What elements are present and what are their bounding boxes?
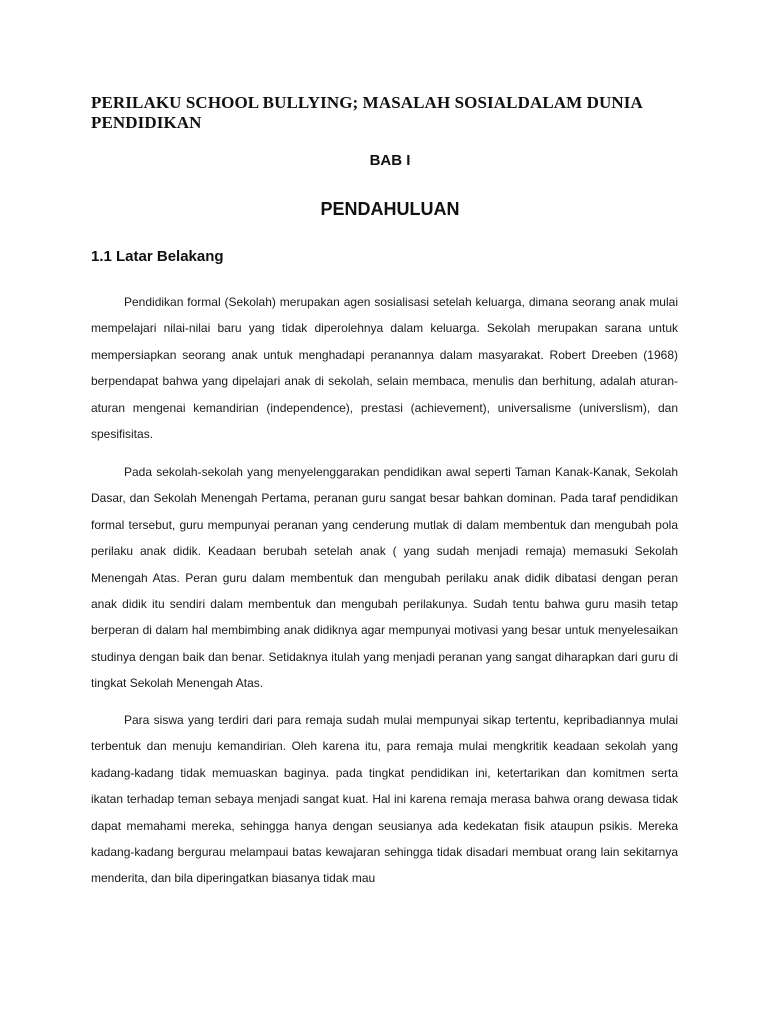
paragraph: Pada sekolah-sekolah yang menyelenggarakan pendidikan awal seperti Taman Kanak-Kanak, Sekolah Dasar, dan Sekolah Menengah Pertama, peranan guru sangat besar bahkan dominan. Pada taraf pendidikan formal tersebut, guru mempunyai peranan yang cenderung mutlak di dalam membentuk dan mengubah pola perilaku anak didik. Keadaan berubah setelah anak ( yang sudah menjadi remaja) memasuki Sekolah Menengah Atas. Peran guru dalam membentuk dan mengubah perilaku anak didik dibatasi dengan peran anak didik itu sendiri dalam membentuk dan mengubah perilakunya. Sudah tentu bahwa guru masih tetap berperan di dalam hal membimbing anak didiknya agar mempunyai motivasi yang besar untuk menyelesaikan studinya dengan baik dan benar. Setidaknya itulah yang menjadi peranan yang sangat diharapkan dari guru di tingkat Sekolah Menengah Atas.: [91, 465, 678, 691]
chapter-title: PENDAHULUAN: [320, 199, 460, 219]
paragraph: Para siswa yang terdiri dari para remaja sudah mulai mempunyai sikap tertentu, kepribadiannya mulai terbentuk dan menuju kemandirian. Oleh karena itu, para remaja mulai mengkritik keadaan sekolah yang kadang-kadang tidak memuaskan baginya. pada tingkat pendidikan ini, ketertarikan dan komitmen serta ikatan terhadap teman sebaya menjadi sangat kuat. Hal ini karena remaja merasa bahwa orang dewasa tidak dapat memahami mereka, sehingga hanya dengan seusianya ada kedekatan fisik ataupun psikis. Mereka kadang-kadang bergurau melampaui batas kewajaran sehingga tidak disadari membuat orang lain sekitarnya menderita, dan bila diperingatkan biasanya tidak mau: [91, 713, 678, 886]
paragraph: Pendidikan formal (Sekolah) merupakan agen sosialisasi setelah keluarga, dimana seorang anak mulai mempelajari nilai-nilai baru yang tidak diperolehnya dalam keluarga. Sekolah merupakan sarana untuk mempersiapkan seorang anak untuk menghadapi peranannya dalam masyarakat. Robert Dreeben (1968) berpendapat bahwa yang dipelajari anak di sekolah, selain membaca, menulis dan berhitung, adalah aturan-aturan mengenai kemandirian (independence), prestasi (achievement), universalisme (universlism), dan spesifisitas.: [91, 295, 678, 442]
chapter-number: BAB I: [369, 152, 411, 169]
document-title: PERILAKU SCHOOL BULLYING; MASALAH SOSIALDALAM DUNIA PENDIDIKAN: [91, 93, 642, 132]
section-heading: 1.1 Latar Belakang: [91, 248, 224, 265]
